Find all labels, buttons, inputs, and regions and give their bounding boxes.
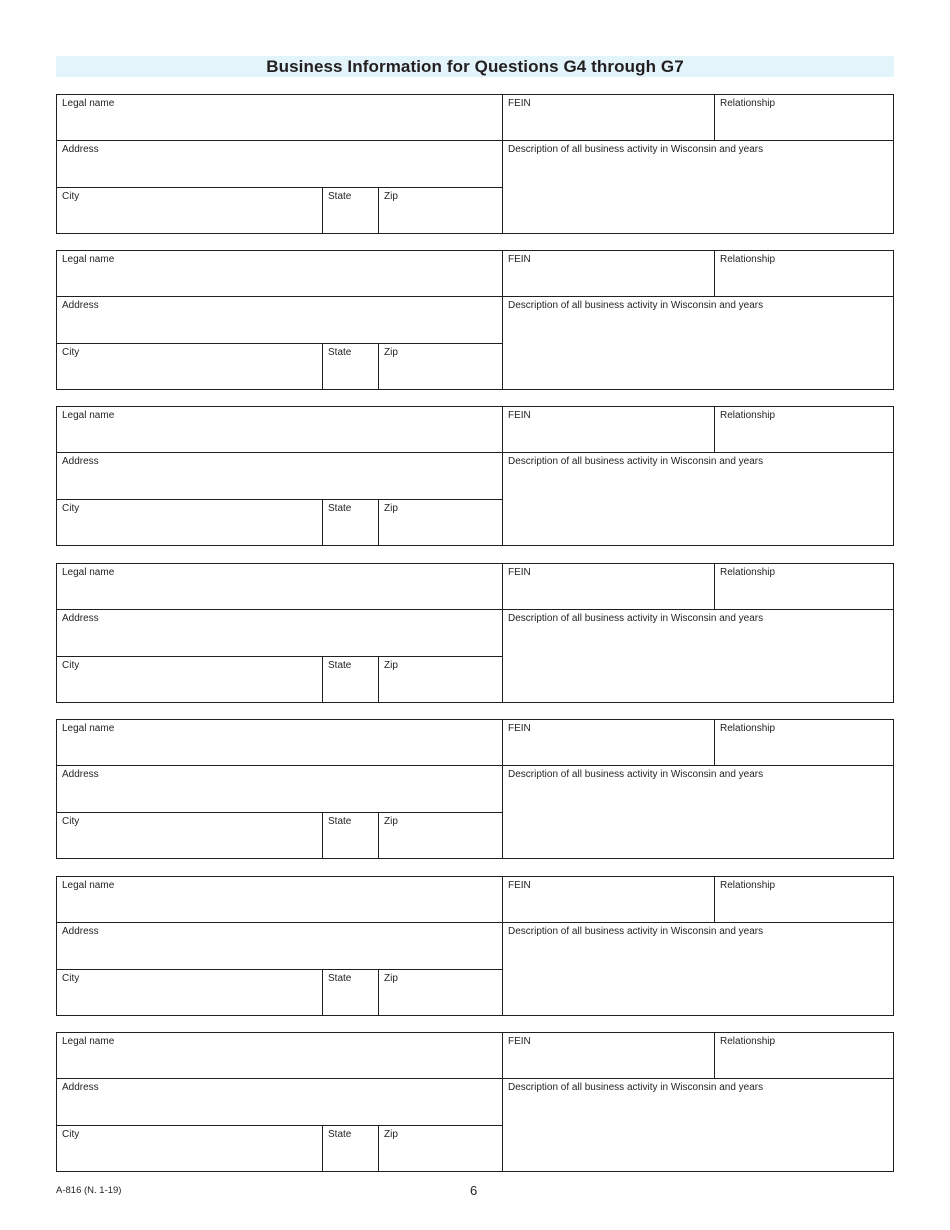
business-block-2 — [56, 250, 894, 390]
description-field[interactable] — [503, 141, 893, 233]
address-label: Address — [62, 769, 99, 780]
legal-name-field[interactable] — [57, 407, 502, 452]
relationship-field[interactable] — [715, 720, 893, 765]
description-label: Description of all business activity in Wisconsin and years — [508, 613, 764, 624]
city-field[interactable] — [57, 344, 322, 389]
city-field[interactable] — [57, 500, 322, 545]
legal-name-label: Legal name — [62, 98, 115, 109]
page-title: Business Information for Questions G4 through G7 — [266, 56, 684, 76]
legal-name-label: Legal name — [62, 880, 115, 891]
business-block-6 — [56, 876, 894, 1016]
business-block-1 — [56, 94, 894, 234]
city-label: City — [62, 191, 80, 202]
state-label: State — [328, 816, 352, 827]
state-label: State — [328, 191, 352, 202]
state-field[interactable] — [323, 500, 378, 545]
business-block-4 — [56, 563, 894, 703]
city-label: City — [62, 660, 80, 671]
relationship-field[interactable] — [715, 564, 893, 609]
zip-field[interactable] — [379, 344, 502, 389]
city-field[interactable] — [57, 813, 322, 858]
state-label: State — [328, 503, 352, 514]
state-field[interactable] — [323, 1126, 378, 1171]
relationship-field[interactable] — [715, 95, 893, 140]
address-label: Address — [62, 613, 99, 624]
legal-name-label: Legal name — [62, 567, 115, 578]
description-label: Description of all business activity in Wisconsin and years — [508, 926, 764, 937]
state-field[interactable] — [323, 344, 378, 389]
relationship-label: Relationship — [720, 567, 776, 578]
address-field[interactable] — [57, 297, 502, 343]
state-field[interactable] — [323, 813, 378, 858]
city-field[interactable] — [57, 970, 322, 1015]
relationship-field[interactable] — [715, 251, 893, 296]
description-field[interactable] — [503, 1079, 893, 1171]
description-label: Description of all business activity in Wisconsin and years — [508, 769, 764, 780]
legal-name-label: Legal name — [62, 723, 115, 734]
fein-field[interactable] — [503, 1033, 714, 1078]
city-label: City — [62, 347, 80, 358]
zip-label: Zip — [384, 191, 398, 202]
legal-name-field[interactable] — [57, 720, 502, 765]
state-label: State — [328, 1129, 352, 1140]
address-label: Address — [62, 1082, 99, 1093]
city-label: City — [62, 1129, 80, 1140]
address-field[interactable] — [57, 141, 502, 187]
zip-label: Zip — [384, 1129, 398, 1140]
page-number: 6 — [470, 1183, 478, 1198]
city-label: City — [62, 503, 80, 514]
fein-label: FEIN — [508, 1036, 531, 1047]
description-field[interactable] — [503, 297, 893, 389]
description-field[interactable] — [503, 923, 893, 1015]
relationship-label: Relationship — [720, 723, 776, 734]
fein-field[interactable] — [503, 877, 714, 922]
description-field[interactable] — [503, 610, 893, 702]
zip-label: Zip — [384, 347, 398, 358]
address-field[interactable] — [57, 766, 502, 812]
legal-name-field[interactable] — [57, 95, 502, 140]
state-field[interactable] — [323, 188, 378, 233]
description-field[interactable] — [503, 453, 893, 545]
zip-field[interactable] — [379, 500, 502, 545]
state-field[interactable] — [323, 970, 378, 1015]
address-field[interactable] — [57, 1079, 502, 1125]
zip-field[interactable] — [379, 813, 502, 858]
zip-label: Zip — [384, 660, 398, 671]
address-label: Address — [62, 144, 99, 155]
form-id: A-816 (N. 1-19) — [56, 1185, 122, 1196]
state-label: State — [328, 660, 352, 671]
fein-label: FEIN — [508, 254, 531, 265]
relationship-field[interactable] — [715, 1033, 893, 1078]
fein-label: FEIN — [508, 98, 531, 109]
fein-field[interactable] — [503, 95, 714, 140]
state-label: State — [328, 973, 352, 984]
city-field[interactable] — [57, 1126, 322, 1171]
description-label: Description of all business activity in Wisconsin and years — [508, 1082, 764, 1093]
business-block-7 — [56, 1032, 894, 1172]
zip-label: Zip — [384, 973, 398, 984]
city-field[interactable] — [57, 188, 322, 233]
zip-label: Zip — [384, 503, 398, 514]
address-field[interactable] — [57, 923, 502, 969]
state-label: State — [328, 347, 352, 358]
relationship-label: Relationship — [720, 254, 776, 265]
address-field[interactable] — [57, 610, 502, 656]
city-field[interactable] — [57, 657, 322, 702]
legal-name-label: Legal name — [62, 1036, 115, 1047]
zip-label: Zip — [384, 816, 398, 827]
title-bar — [56, 56, 894, 77]
business-block-5 — [56, 719, 894, 859]
legal-name-label: Legal name — [62, 410, 115, 421]
zip-field[interactable] — [379, 1126, 502, 1171]
description-field[interactable] — [503, 766, 893, 858]
city-label: City — [62, 973, 80, 984]
zip-field[interactable] — [379, 657, 502, 702]
address-label: Address — [62, 926, 99, 937]
relationship-label: Relationship — [720, 98, 776, 109]
city-label: City — [62, 816, 80, 827]
relationship-field[interactable] — [715, 407, 893, 452]
relationship-field[interactable] — [715, 877, 893, 922]
fein-label: FEIN — [508, 880, 531, 891]
fein-label: FEIN — [508, 410, 531, 421]
fein-field[interactable] — [503, 251, 714, 296]
relationship-label: Relationship — [720, 880, 776, 891]
address-field[interactable] — [57, 453, 502, 499]
fein-field[interactable] — [503, 564, 714, 609]
state-field[interactable] — [323, 657, 378, 702]
description-label: Description of all business activity in Wisconsin and years — [508, 456, 764, 467]
legal-name-field[interactable] — [57, 564, 502, 609]
legal-name-label: Legal name — [62, 254, 115, 265]
legal-name-field[interactable] — [57, 877, 502, 922]
legal-name-field[interactable] — [57, 1033, 502, 1078]
fein-field[interactable] — [503, 720, 714, 765]
relationship-label: Relationship — [720, 1036, 776, 1047]
legal-name-field[interactable] — [57, 251, 502, 296]
fein-label: FEIN — [508, 567, 531, 578]
address-label: Address — [62, 456, 99, 467]
description-label: Description of all business activity in Wisconsin and years — [508, 300, 764, 311]
relationship-label: Relationship — [720, 410, 776, 421]
zip-field[interactable] — [379, 188, 502, 233]
fein-label: FEIN — [508, 723, 531, 734]
business-block-3 — [56, 406, 894, 546]
fein-field[interactable] — [503, 407, 714, 452]
description-label: Description of all business activity in Wisconsin and years — [508, 144, 764, 155]
zip-field[interactable] — [379, 970, 502, 1015]
address-label: Address — [62, 300, 99, 311]
